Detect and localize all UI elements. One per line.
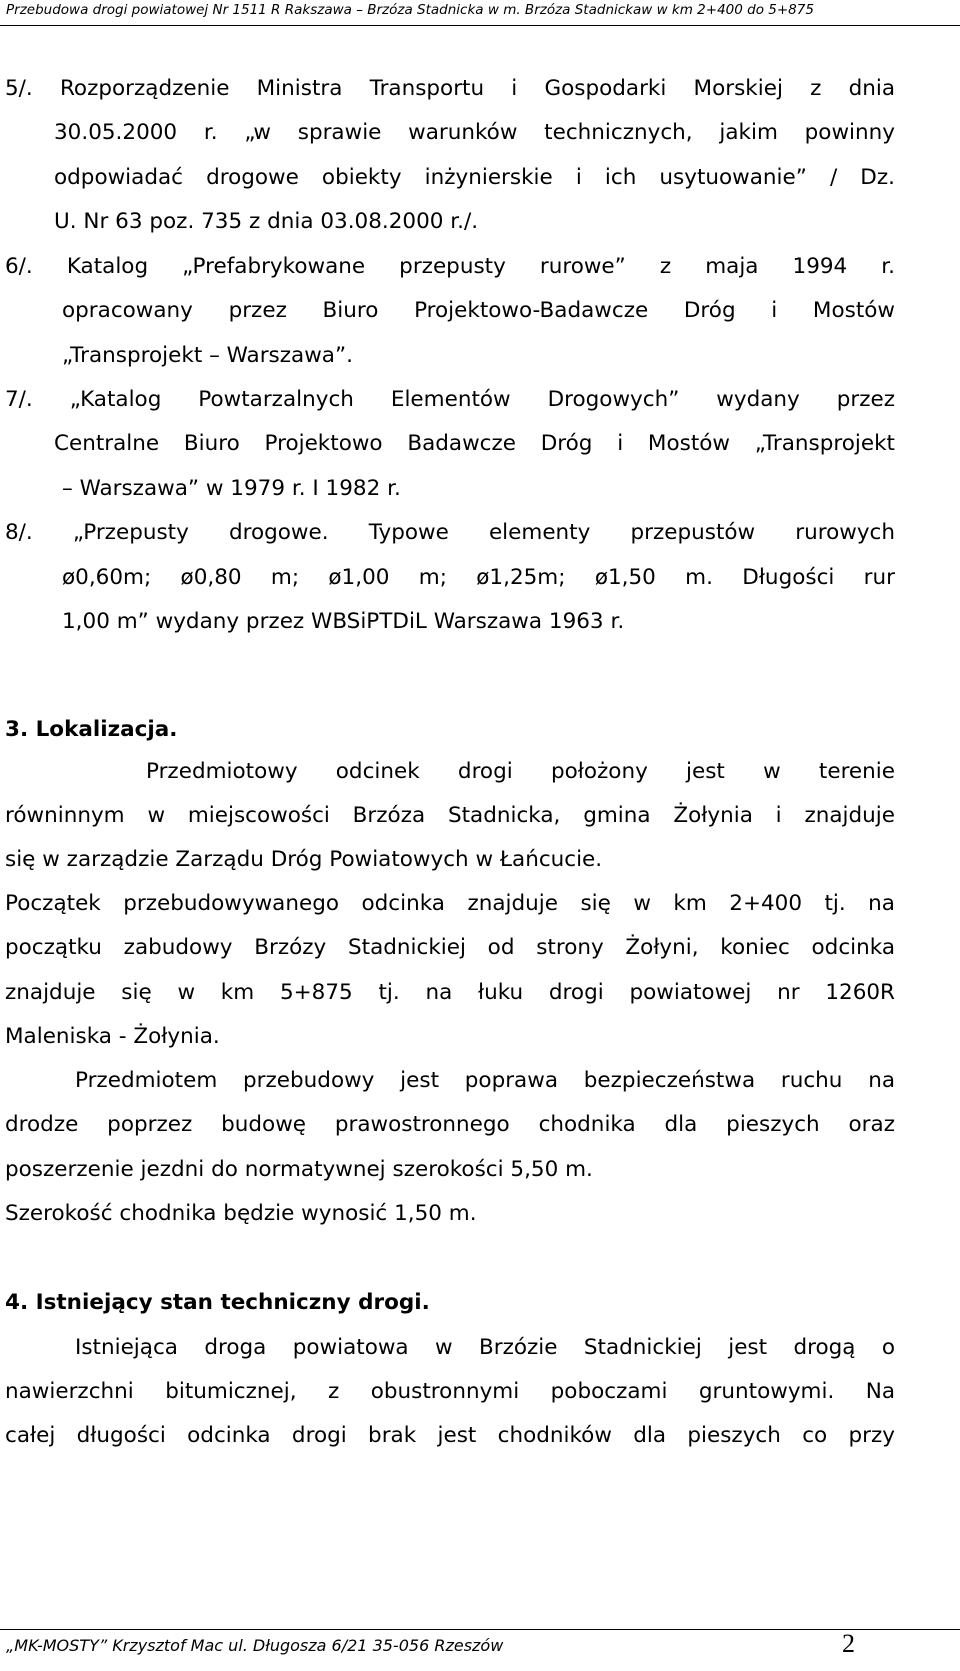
ref-7-line-1: 7/. „Katalog Powtarzalnych Elementów Drogowych” wydany przez — [5, 387, 895, 412]
section-4-line-3: całej długości odcinka drogi brak jest chodników dla pieszych co przy — [5, 1423, 895, 1448]
ref-8-line-1: 8/. „Przepusty drogowe. Typowe elementy przepustów rurowych — [5, 520, 895, 545]
ref-6-line-3: „Transprojekt – Warszawa”. — [62, 343, 353, 368]
section-3-line-3: się w zarządzie Zarządu Dróg Powiatowych w Łańcucie. — [5, 847, 603, 872]
section-3-line-7: Maleniska - Żołynia. — [5, 1024, 220, 1049]
ref-5-line-3: odpowiadać drogowe obiekty inżynierskie i ich usytuowanie” / Dz. — [54, 165, 895, 190]
ref-6-line-2: opracowany przez Biuro Projektowo-Badawcze Dróg i Mostów — [62, 298, 895, 323]
section-3-line-11: Szerokość chodnika będzie wynosić 1,50 m. — [5, 1201, 477, 1226]
header-rule — [0, 25, 960, 26]
section-3-line-2: równinnym w miejscowości Brzóza Stadnicka, gmina Żołynia i znajduje — [5, 803, 895, 828]
ref-5-line-4: U. Nr 63 poz. 735 z dnia 03.08.2000 r./. — [54, 209, 479, 234]
page-number: 2 — [842, 1629, 855, 1658]
section-3-heading: 3. Lokalizacja. — [5, 717, 178, 742]
ref-5-line-2: 30.05.2000 r. „w sprawie warunków technicznych, jakim powinny — [54, 120, 895, 145]
section-3-line-6: znajduje się w km 5+875 tj. na łuku drogi powiatowej nr 1260R — [5, 980, 895, 1005]
section-3-line-5: początku zabudowy Brzózy Stadnickiej od strony Żołyni, koniec odcinka — [5, 935, 895, 960]
ref-6-line-1: 6/. Katalog „Prefabrykowane przepusty rurowe” z maja 1994 r. — [5, 254, 895, 279]
ref-7-line-2: Centralne Biuro Projektowo Badawcze Dróg i Mostów „Transprojekt — [54, 431, 895, 456]
section-4-line-1: Istniejąca droga powiatowa w Brzózie Stadnickiej jest drogą o — [75, 1335, 895, 1360]
footer-rule — [0, 1629, 960, 1630]
ref-7-line-3: – Warszawa” w 1979 r. I 1982 r. — [62, 476, 401, 501]
section-3-line-9: drodze poprzez budowę prawostronnego chodnika dla pieszych oraz — [5, 1112, 895, 1137]
ref-8-line-2: ø0,60m; ø0,80 m; ø1,00 m; ø1,25m; ø1,50 m. Długości rur — [62, 565, 895, 590]
section-4-line-2: nawierzchni bitumicznej, z obustronnymi poboczami gruntowymi. Na — [5, 1379, 895, 1404]
section-3-line-1: Przedmiotowy odcinek drogi położony jest w terenie — [146, 759, 895, 784]
section-3-line-10: poszerzenie jezdni do normatywnej szerokości 5,50 m. — [5, 1157, 593, 1182]
section-4-heading: 4. Istniejący stan techniczny drogi. — [5, 1290, 430, 1315]
footer-company: „MK-MOSTY” Krzysztof Mac ul. Długosza 6/21 35-056 Rzeszów — [6, 1636, 504, 1655]
ref-8-line-3: 1,00 m” wydany przez WBSiPTDiL Warszawa 1963 r. — [62, 609, 625, 634]
section-3-line-4: Początek przebudowywanego odcinka znajduje się w km 2+400 tj. na — [5, 891, 895, 916]
running-header: Przebudowa drogi powiatowej Nr 1511 R Rakszawa – Brzóza Stadnicka w m. Brzóza Stadnickaw w km 2+400 do 5+875 — [6, 2, 814, 18]
section-3-line-8: Przedmiotem przebudowy jest poprawa bezpieczeństwa ruchu na — [75, 1068, 895, 1093]
ref-5-line-1: 5/. Rozporządzenie Ministra Transportu i Gospodarki Morskiej z dnia — [5, 76, 895, 101]
